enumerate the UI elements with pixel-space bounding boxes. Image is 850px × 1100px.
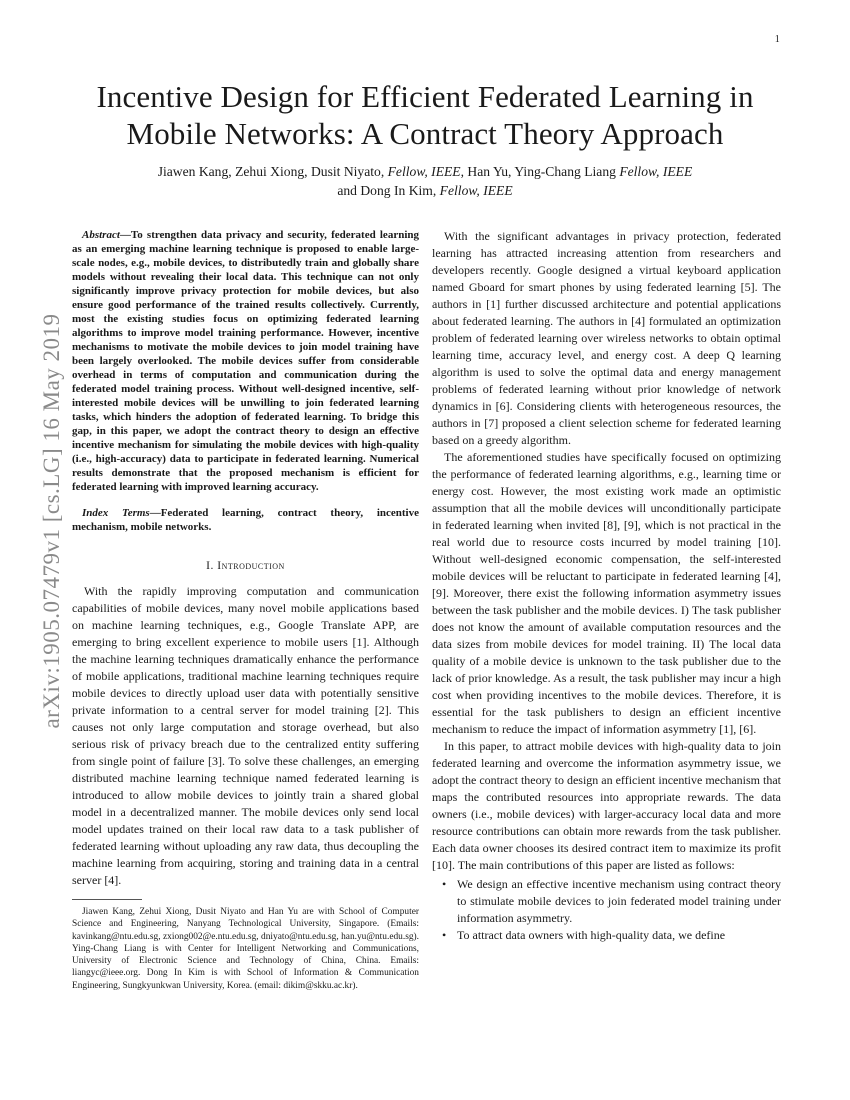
- abstract-text: —To strengthen data privacy and security, federated learning as an emerging machine learning technique is proposed to enable large-scale nodes, e.g., mobile devices, to distributedly train and globally share models without revealing their local data. This technique can not only significantly improve privacy protection for mobile devices, but also ensure good performance of the trained results collectively. Currently, most the existing studies focus on optimizing federated learning algorithms to improve model training performance. However, incentive mechanisms to motivate the mobile devices to join model training have been largely overlooked. The mobile devices suffer from considerable overhead in terms of computation and communication during the federated model training process. Without well-designed incentive, self-interested mobile devices will be unwilling to join federated learning tasks, which hinders the adoption of federated learning. To bridge this gap, in this paper, we adopt the contract theory to design an effective incentive mechanism for simulating the mobile devices with high-quality (i.e., high-accuracy) data to participate in federated learning. Numerical results demonstrate that the proposed mechanism is efficient for federated learning with improved learning accuracy.: [72, 229, 419, 493]
- authors-line2-fellow: Fellow, IEEE: [439, 183, 513, 198]
- bullet-icon: •: [442, 877, 447, 891]
- index-terms-lead: Index Terms: [82, 507, 150, 519]
- page-number: 1: [774, 34, 780, 45]
- title-block: [60, 78, 790, 200]
- contributions-list: [432, 876, 781, 944]
- authors-line1-part-b: , Han Yu, Ying-Chang Liang: [460, 164, 620, 179]
- list-item: [432, 876, 781, 927]
- section-heading-introduction: I. Introduction: [206, 560, 285, 572]
- index-terms-text: —Federated learning, contract theory, incentive mechanism, mobile networks.: [72, 507, 419, 533]
- list-item-text: We design an effective incentive mechanism using contract theory to stimulate mobile devices to join federated model training under information asymmetry.: [457, 877, 781, 925]
- left-paragraph: With the rapidly improving computation and communication capabilities of mobile devices, many novel mobile applications based on machine learning techniques, e.g., Google Translate APP, are emerging to bring excellent experience to mobile users [1]. Although the machine learning techniques dramatically enhance the performance of mobile applications, traditional machine learning techniques require mobile devices to directly upload user data with potentially sensitive private information to a central server for model training [2]. This causes not only large computation and storage overhead, but also serious risk of privacy breach due to the centralized entity suffering from single point of failure [3]. To solve these challenges, an emerging distributed machine learning technique named federated learning is introduced to allow mobile devices to jointly train a shared global model in a decentralized manner. The mobile devices only send local model updates trained on their local raw data to a task publisher of federated learning without uploading any raw data, thus decoupling the machine learning from acquiring, storing and training data in a central server [4].: [72, 584, 419, 887]
- author-list: [60, 162, 790, 200]
- index-terms: [72, 506, 419, 534]
- right-paragraph: With the significant advantages in privacy protection, federated learning has attracted increasing attention from researchers and developers recently. Google designed a virtual keyboard application named Gboard for smart phones by using federated learning [5]. The authors in [1] further discussed architecture and potential applications about federated learning. The authors in [4] formulated an optimization problem of federated learning over wireless networks to obtain optimal learning time, accuracy level, and energy cost. A deep Q learning algorithm is used to solve the optimal data and energy management problems of federated learning without prior knowledge of network dynamics in [6]. Considering clients with heterogeneous resources, the authors in [7] proposed a client selection scheme for federated learning based on a greedy algorithm.: [432, 229, 781, 447]
- authors-line2-part: and Dong In Kim,: [337, 183, 440, 198]
- list-item: [432, 927, 781, 944]
- arxiv-side-stamp: [36, 286, 67, 756]
- right-column: [432, 228, 781, 1078]
- right-paragraph: In this paper, to attract mobile devices with high-quality data to join federated learning and overcome the information asymmetry issue, we adopt the contract theory to design an efficient incentive mechanism that maps the contributed resources into appropriate rewards. The data owners (i.e., mobile devices) with larger-accuracy local data and more resource contributions can obtain more rewards from the task publisher. Each data owner chooses its desired contract item to maximize its profit [10]. The main contributions of this paper are listed as follows:: [432, 739, 781, 872]
- authors-line1-part-a: Jiawen Kang, Zehui Xiong, Dusit Niyato,: [157, 164, 388, 179]
- left-column: [72, 228, 419, 1078]
- right-paragraph: The aforementioned studies have specifically focused on optimizing the performance of federated learning algorithms, e.g., learning time or energy cost. However, the most existing work made an optimistic assumption that all the mobile devices will unconditionally participate in federated learning when invited [8], [9], which is not practical in the real world due to resource costs incurred by model training [10]. Without well-designed economic compensation, the self-interested mobile devices will be reluctant to participate in federated learning [4], [9]. Moreover, there exist the following information asymmetry issues between the task publisher and the mobile devices. I) The task publisher does not know the amount of available computation resources and the data sizes from mobile devices for model training. II) The local data quality of a mobile device is unknown to the task publisher due to the lack of prior knowledge. As a result, the task publisher may incur a high cost when providing incentives to the mobile devices. Therefore, it is essential for the task publishers to design an efficient incentive mechanism to reduce the impact of information asymmetry [1], [6].: [432, 450, 781, 736]
- abstract-lead: Abstract: [82, 229, 120, 241]
- bullet-icon: •: [442, 928, 447, 942]
- affiliation-footnote: Jiawen Kang, Zehui Xiong, Dusit Niyato and Han Yu are with School of Computer Science and Engineering, Nanyang Technological University, Singapore. (Emails: kavinkang@ntu.edu.sg, zxiong002@e.ntu.edu.sg, dniyato@ntu.edu.sg, han.yu@ntu.edu.sg). Ying-Chang Liang is with Center for Intelligent Networking and Communications, University of Electronic Science and Technology of China, China. Emails: liangyc@ieee.org. Dong In Kim is with School of Information & Communication Engineering, Sungkyunkwan University, Korea. (email: dikim@skku.ac.kr).: [72, 907, 419, 991]
- abstract: [72, 228, 419, 494]
- paper-title: Incentive Design for Efficient Federated Learning in Mobile Networks: A Contract Theory Approach: [96, 79, 754, 151]
- authors-line1-fellow-a: Fellow, IEEE: [387, 164, 461, 179]
- authors-line1-fellow-b: Fellow, IEEE: [619, 164, 693, 179]
- arxiv-side-stamp-text: arXiv:1905.07479v1 [cs.LG] 16 May 2019: [39, 313, 64, 729]
- footnote-rule: [72, 899, 142, 900]
- list-item-text: To attract data owners with high-quality data, we define: [457, 928, 726, 942]
